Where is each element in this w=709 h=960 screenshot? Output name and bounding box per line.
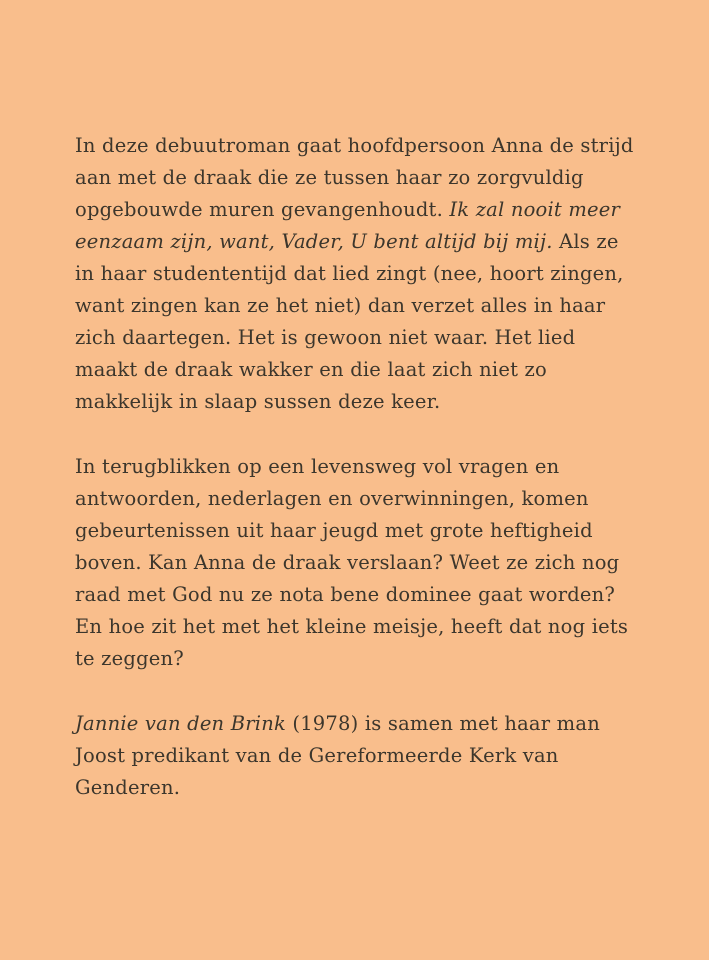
text-run: Als ze in haar studententijd dat lied zingt (nee, hoort zingen, want zingen kan ze het niet) dan verzet alles in haar zich daartegen. Het is gewoon niet waar. Het lied maakt de draak wakker en die laat zich niet zo makkelijk in slaap sussen deze keer. <box>75 230 624 413</box>
text-run: (1978) is samen met haar man Joost predikant van de Gereformeerde Kerk van Genderen. <box>75 712 600 799</box>
blurb-paragraph-2 <box>75 451 641 675</box>
text-run: In terugblikken op een levensweg vol vragen en antwoorden, nederlagen en overwinningen, komen gebeurtenissen uit haar jeugd met grote heftigheid boven. Kan Anna de draak verslaan? Weet ze zich nog raad met God nu ze nota bene dominee gaat worden? En hoe zit het met het kleine meisje, heeft dat nog iets te zeggen? <box>75 455 629 670</box>
italic-text-run: Jannie van den Brink <box>75 712 286 735</box>
body-text <box>75 130 641 804</box>
text-run: In deze debuutroman gaat hoofdpersoon Anna de strijd aan met de draak die ze tussen haar zo zorgvuldig opgebouwde muren gevangenhoudt. <box>75 134 634 221</box>
italic-text-run: Ik zal nooit meer eenzaam zijn, want, Vader, U bent altijd bij mij. <box>75 198 621 253</box>
blurb-paragraph-1 <box>75 130 641 418</box>
author-paragraph <box>75 708 641 804</box>
